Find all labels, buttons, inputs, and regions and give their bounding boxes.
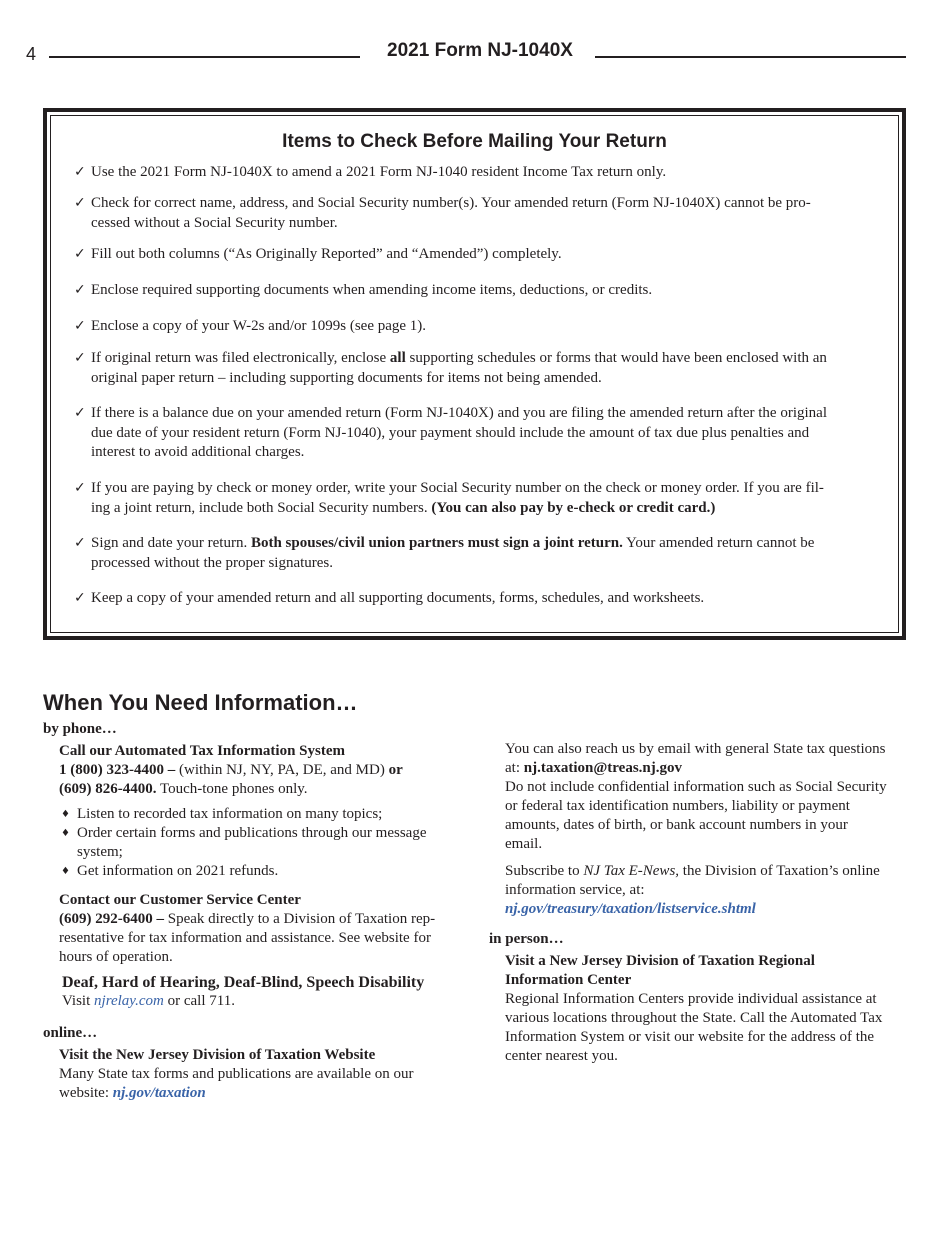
njrelay-link[interactable]: njrelay.com [94,993,164,1009]
list-item: ♦ Get information on 2021 refunds. [61,863,279,879]
checklist-item: ✓ Use the 2021 Form NJ-1040X to amend a 2021 Form NJ-1040 resident Income Tax return only. [91,163,891,183]
page-header [0,38,950,68]
automated-tax-info: Call our Automated Tax Information System 1 (800) 323-4400 – (within NJ, NY, PA, DE, and MD) or (609) 826-4400. Touch-tone phones only. [59,743,403,797]
checklist-item: ✓ Enclose a copy of your W-2s and/or 1099s (see page 1). [91,317,891,337]
check-mark-icon: ✓ [74,164,86,180]
email-contact: You can also reach us by email with general State tax questions at: nj.taxation@treas.nj.gov Do not include confidential information such as Social Security or federal tax identification numbers, liability or payment amounts, dates of birth, or bank account numbers in your email. [505,741,887,852]
email-address[interactable]: nj.taxation@treas.nj.gov [523,760,683,776]
check-mark-icon: ✓ [74,246,86,262]
header-rule-left [49,56,360,58]
relay-service: Deaf, Hard of Hearing, Deaf-Blind, Speech Disability Visit njrelay.com or call 711. [62,974,425,1009]
list-item: ♦ Order certain forms and publications through our message [61,825,427,841]
online-label: online… [43,1025,98,1041]
diamond-bullet-icon: ♦ [61,809,70,820]
subscribe-enews: Subscribe to NJ Tax E-News, the Division of Taxation’s online information service, at: nj.gov/treasury/taxation/listservice.shtml [505,862,925,919]
customer-service-center: Contact our Customer Service Center (609) 292-6400 – Speak directly to a Division of Taxation rep- resentative for tax information and assistance. See website for hours of operation. [59,892,436,965]
regional-info-center: Visit a New Jersey Division of Taxation Regional Information Center Regional Information Centers provide individual assistance at various locations throughout the State. Call the Automated Tax Information System or visit our website for the address of the center nearest you. [505,953,883,1064]
taxation-website: Visit the New Jersey Division of Taxation Website Many State tax forms and publications are available on our website: nj.gov/taxation [59,1047,414,1101]
checklist-item: ✓ If there is a balance due on your amended return (Form NJ-1040X) and you are filing the amended return after the original due date of your resident return (Form NJ-1040), your payment should include the amount of tax due plus penalties and interest to avoid additional charges. [74,405,827,460]
checklist-item: ✓ If you are paying by check or money order, write your Social Security number on the check or money order. If you are fil- ing a joint return, include both Social Security numbers. (You can also pay by e-check or credit card.) [74,480,824,516]
check-mark-icon: ✓ [74,318,86,334]
diamond-bullet-icon: ♦ [61,866,70,877]
in-person-label: in person… [489,931,564,947]
checklist-item: ✓ Check for correct name, address, and Social Security number(s). Your amended return (Form NJ-1040X) cannot be pro- cessed without a Social Security number. [74,195,811,231]
check-mark-icon: ✓ [74,405,86,421]
taxation-website-link[interactable]: nj.gov/taxation [112,1085,206,1101]
check-mark-icon: ✓ [74,590,86,606]
checklist-item: ✓ Keep a copy of your amended return and all supporting documents, forms, schedules, and worksheets. [91,589,891,609]
diamond-bullet-icon: ♦ [61,828,70,839]
check-mark-icon: ✓ [74,195,86,211]
check-mark-icon: ✓ [74,350,86,366]
form-title: 2021 Form NJ-1040X [387,40,573,61]
check-mark-icon: ✓ [74,535,86,551]
list-item: system; [77,844,123,860]
check-mark-icon: ✓ [74,282,86,298]
check-mark-icon: ✓ [74,480,86,496]
checklist-title: Items to Check Before Mailing Your Return [282,131,667,152]
listservice-link[interactable]: nj.gov/treasury/taxation/listservice.shtml [505,901,756,917]
page-number: 4 [26,44,37,64]
checklist-item: ✓ Enclose required supporting documents when amending income items, deductions, or credits. [91,281,891,301]
info-section-title: When You Need Information… [43,690,358,715]
checklist-item: ✓ Sign and date your return. Both spouses/civil union partners must sign a joint return. Your amended return cannot be processed without the proper signatures. [74,535,815,571]
checklist-item: ✓ Fill out both columns (“As Originally Reported” and “Amended”) completely. [91,245,891,265]
header-rule-right [595,56,906,58]
by-phone-label: by phone… [43,721,117,737]
list-item: ♦ Listen to recorded tax information on many topics; [61,806,383,822]
checklist-box [43,108,906,640]
checklist-item: ✓ If original return was filed electronically, enclose all supporting schedules or forms that would have been enclosed with an original paper return – including supporting documents for items not being amended. [74,350,827,386]
